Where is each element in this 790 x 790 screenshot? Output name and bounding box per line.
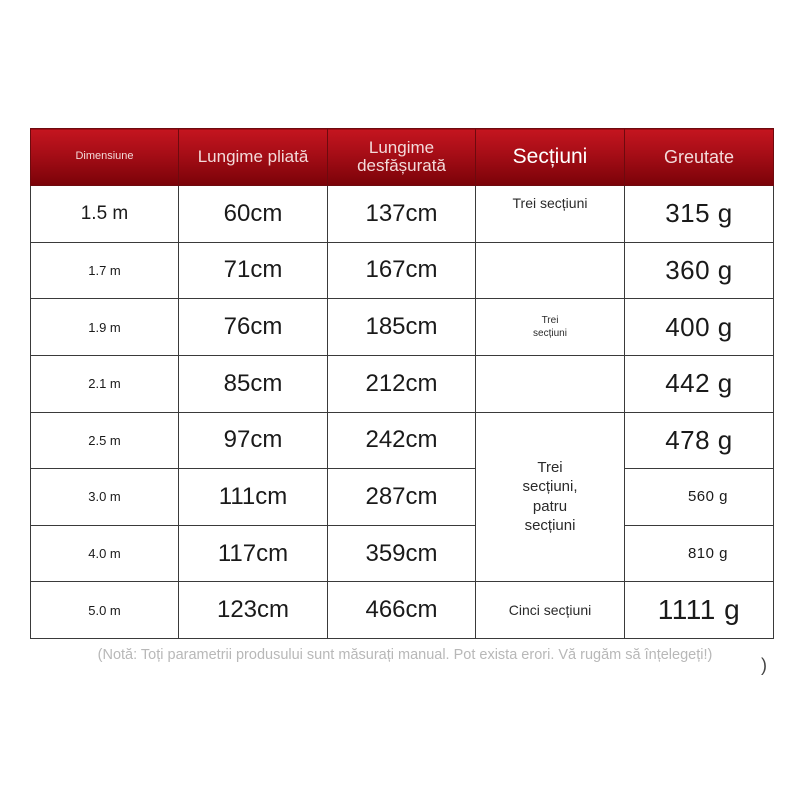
cell-dimension: 4.0 m [31, 525, 179, 582]
cell-sections: Cinci secțiuni [476, 582, 625, 639]
header-unfolded-length: Lungime desfășurată [328, 129, 476, 186]
cell-folded-length: 71cm [179, 242, 328, 299]
table-row [31, 525, 774, 582]
table-row [31, 242, 774, 299]
cell-folded-length: 60cm [179, 186, 328, 243]
table-row [31, 355, 774, 412]
cell-sections: Trei secțiuni [476, 186, 625, 243]
cell-folded-length: 123cm [179, 582, 328, 639]
cell-sections: Trei secțiuni [476, 299, 625, 356]
cell-dimension: 1.9 m [31, 299, 179, 356]
cell-weight: 478 g [625, 412, 774, 469]
cell-unfolded-length: 137cm [328, 186, 476, 243]
header-sections: Secțiuni [476, 129, 625, 186]
table-row [31, 299, 774, 356]
trailing-parenthesis: ) [761, 655, 767, 675]
cell-weight: 400 g [625, 299, 774, 356]
cell-sections: Trei secțiuni, patru secțiuni [476, 412, 625, 582]
cell-dimension: 3.0 m [31, 469, 179, 526]
cell-folded-length: 117cm [179, 525, 328, 582]
cell-dimension: 2.5 m [31, 412, 179, 469]
cell-dimension: 1.5 m [31, 186, 179, 243]
cell-dimension: 5.0 m [31, 582, 179, 639]
spec-table [30, 128, 774, 639]
cell-folded-length: 97cm [179, 412, 328, 469]
header-folded-length: Lungime pliată [179, 129, 328, 186]
header-dimension: Dimensiune [31, 129, 179, 186]
cell-folded-length: 85cm [179, 355, 328, 412]
table-row [31, 186, 774, 243]
table-row [31, 412, 774, 469]
cell-unfolded-length: 359cm [328, 525, 476, 582]
cell-unfolded-length: 287cm [328, 469, 476, 526]
cell-weight: 315 g [625, 186, 774, 243]
cell-weight: 560 g [625, 469, 774, 526]
cell-weight: 360 g [625, 242, 774, 299]
cell-folded-length: 76cm [179, 299, 328, 356]
cell-unfolded-length: 167cm [328, 242, 476, 299]
table-row [31, 582, 774, 639]
cell-folded-length: 111cm [179, 469, 328, 526]
header-weight: Greutate [625, 129, 774, 186]
cell-unfolded-length: 185cm [328, 299, 476, 356]
cell-dimension: 2.1 m [31, 355, 179, 412]
measurement-note: (Notă: Toți parametrii produsului sunt măsurați manual. Pot exista erori. Vă rugăm să înțelegeți!) [97, 647, 713, 663]
table-header-row [31, 129, 774, 186]
cell-weight: 1111 g [625, 582, 774, 639]
cell-dimension: 1.7 m [31, 242, 179, 299]
cell-sections-empty [476, 242, 625, 299]
cell-unfolded-length: 242cm [328, 412, 476, 469]
cell-unfolded-length: 466cm [328, 582, 476, 639]
cell-weight: 810 g [625, 525, 774, 582]
cell-weight: 442 g [625, 355, 774, 412]
table-row [31, 469, 774, 526]
cell-sections-empty [476, 355, 625, 412]
cell-unfolded-length: 212cm [328, 355, 476, 412]
